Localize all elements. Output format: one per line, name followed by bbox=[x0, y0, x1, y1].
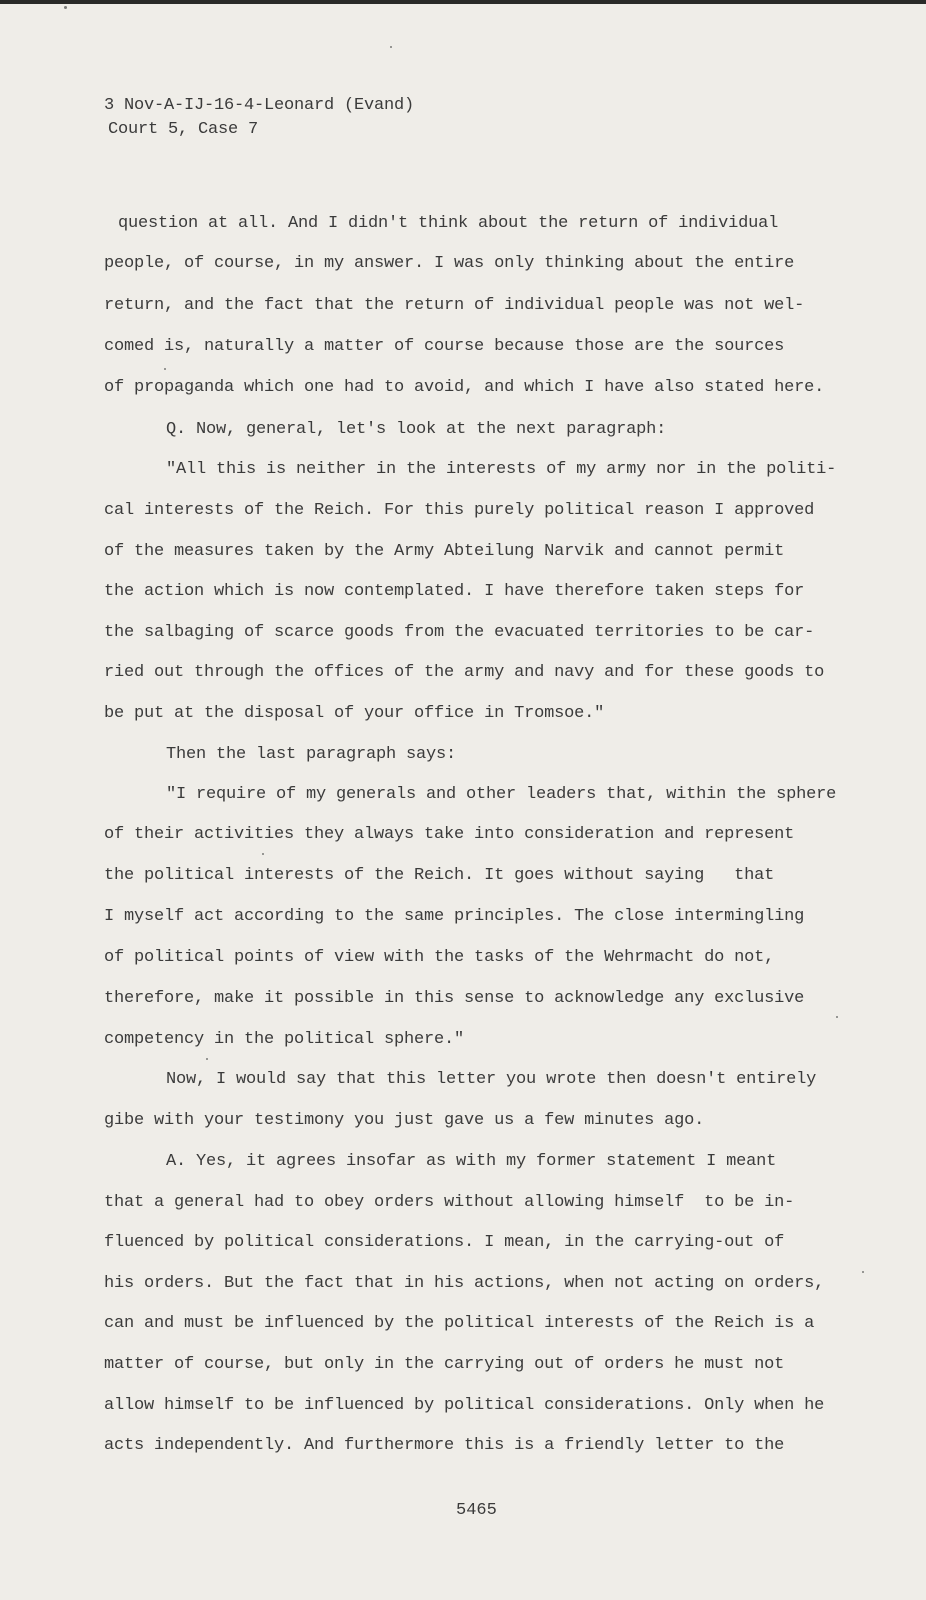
text-line: acts independently. And furthermore this is a friendly letter to the bbox=[104, 1436, 785, 1455]
text-line: can and must be influenced by the political interests of the Reich is a bbox=[104, 1314, 815, 1333]
text-line: Then the last paragraph says: bbox=[166, 745, 457, 764]
page-number: 5465 bbox=[456, 1501, 497, 1520]
text-line: "All this is neither in the interests of my army nor in the politi- bbox=[166, 460, 837, 479]
text-line: the political interests of the Reich. It goes without saying that bbox=[104, 866, 775, 885]
text-line: question at all. And I didn't think about the return of individual bbox=[118, 214, 779, 233]
paper-speck bbox=[262, 853, 264, 855]
text-line: of propaganda which one had to avoid, and which I have also stated here. bbox=[104, 378, 825, 397]
page-top-edge bbox=[0, 0, 926, 4]
text-line: A. Yes, it agrees insofar as with my former statement I meant bbox=[166, 1152, 777, 1171]
text-line: Now, I would say that this letter you wrote then doesn't entirely bbox=[166, 1070, 817, 1089]
text-line: the action which is now contemplated. I have therefore taken steps for bbox=[104, 582, 805, 601]
text-line: of political points of view with the tasks of the Wehrmacht do not, bbox=[104, 948, 775, 967]
paper-speck bbox=[836, 1016, 838, 1018]
text-line: therefore, make it possible in this sense to acknowledge any exclusive bbox=[104, 989, 805, 1008]
text-line: people, of course, in my answer. I was only thinking about the entire bbox=[104, 254, 795, 273]
text-line: "I require of my generals and other leaders that, within the sphere bbox=[166, 785, 837, 804]
text-line: matter of course, but only in the carrying out of orders he must not bbox=[104, 1355, 785, 1374]
text-line: ried out through the offices of the army and navy and for these goods to bbox=[104, 663, 825, 682]
case-reference: 3 Nov-A-IJ-16-4-Leonard (Evand) bbox=[104, 96, 415, 115]
text-line: comed is, naturally a matter of course because those are the sources bbox=[104, 337, 785, 356]
text-line: the salbaging of scarce goods from the evacuated territories to be car- bbox=[104, 623, 815, 642]
text-line: allow himself to be influenced by political considerations. Only when he bbox=[104, 1396, 825, 1415]
text-line: return, and the fact that the return of individual people was not wel- bbox=[104, 296, 805, 315]
paper-speck bbox=[862, 1271, 864, 1273]
text-line: of their activities they always take into consideration and represent bbox=[104, 825, 795, 844]
text-line: gibe with your testimony you just gave us a few minutes ago. bbox=[104, 1111, 705, 1130]
paper-speck bbox=[64, 6, 67, 9]
text-line: Q. Now, general, let's look at the next paragraph: bbox=[166, 420, 667, 439]
text-line: his orders. But the fact that in his actions, when not acting on orders, bbox=[104, 1274, 825, 1293]
paper-speck bbox=[206, 1058, 208, 1060]
text-line: cal interests of the Reich. For this purely political reason I approved bbox=[104, 501, 815, 520]
text-line: that a general had to obey orders without allowing himself to be in- bbox=[104, 1193, 795, 1212]
text-line: be put at the disposal of your office in Tromsoe." bbox=[104, 704, 605, 723]
text-line: I myself act according to the same principles. The close intermingling bbox=[104, 907, 805, 926]
court-case: Court 5, Case 7 bbox=[108, 120, 259, 139]
text-line: fluenced by political considerations. I mean, in the carrying-out of bbox=[104, 1233, 785, 1252]
text-line: competency in the political sphere." bbox=[104, 1030, 465, 1049]
text-line: of the measures taken by the Army Abteilung Narvik and cannot permit bbox=[104, 542, 785, 561]
paper-speck bbox=[390, 46, 392, 48]
paper-speck bbox=[164, 368, 166, 370]
